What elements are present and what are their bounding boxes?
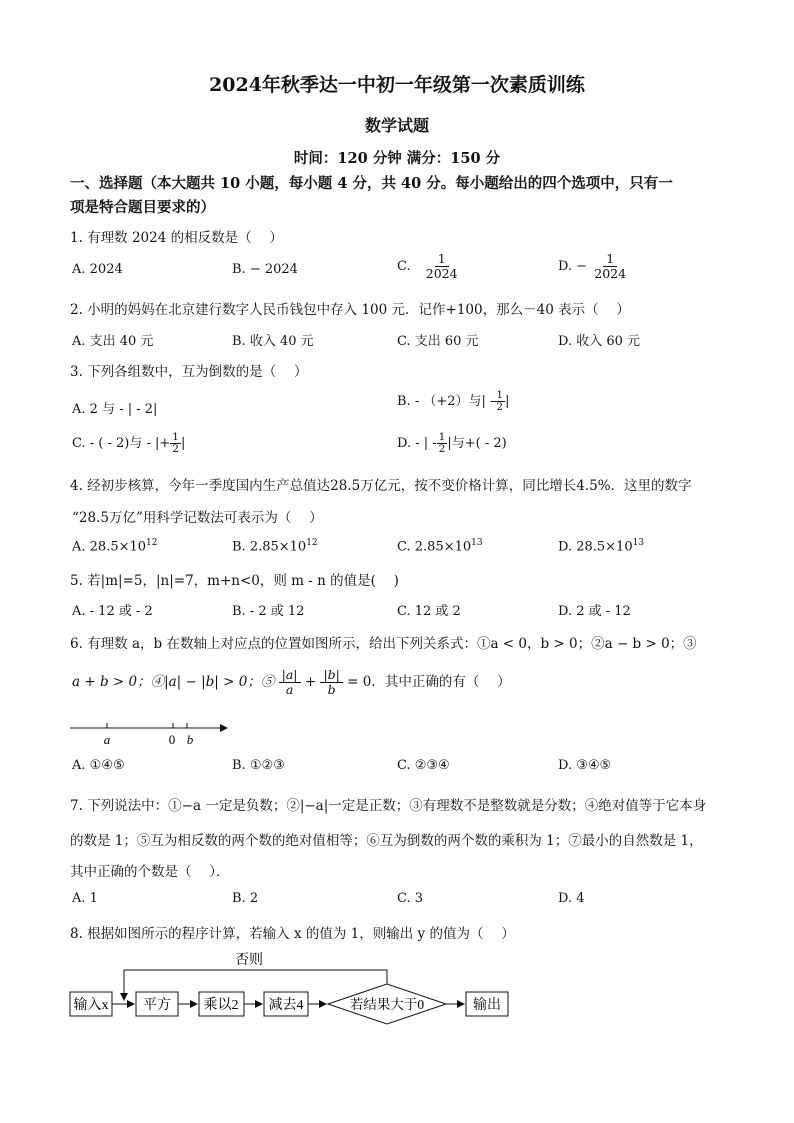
fraction-denominator: 2024 (594, 266, 627, 281)
subject-title: 数学试题 (364, 116, 429, 135)
axis-label-a: a (103, 732, 111, 747)
q4-option-c-base: C. 2.85×10 (397, 539, 472, 555)
q4-stem-line2: “28.5万亿”用科学记数法可表示为（ ） (72, 510, 323, 526)
q6-stem-line2 (72, 668, 511, 697)
q3-option-b-text: B. - （+2）与| - (397, 394, 495, 409)
q3-option-d-text: D. - | - (397, 436, 437, 451)
fraction-numerator: 1 (496, 389, 504, 401)
q5-stem: 5. 若|m|=5，|n|=7，m+n<0，则 m - n 的值是( ) (70, 573, 399, 589)
q3-option-b-fraction (494, 390, 505, 413)
q6-option-c: C. ②③④ (397, 758, 450, 773)
q5-option-d: D. 2 或 - 12 (558, 604, 631, 619)
flow-times2-label: 乘以2 (203, 998, 239, 1013)
q4-option-d-base: D. 28.5×10 (558, 539, 633, 555)
q5-option-b: B. - 2 或 12 (232, 604, 305, 619)
q4-option-b (232, 538, 318, 554)
q6-option-a: A. ①④⑤ (72, 758, 125, 773)
q4-option-d (558, 538, 644, 554)
q3-option-d-text-end: |与+( - 2) (447, 436, 507, 451)
q1-stem: 1. 有理数 2024 的相反数是（ ） (70, 230, 283, 246)
q6-option-d: D. ③④⑤ (558, 758, 612, 773)
fraction-denominator: a (285, 682, 294, 697)
q6-line2-text: a + b > 0；④|a| − |b| > 0；⑤ (72, 674, 275, 690)
q2-option-c: C. 支出 60 元 (397, 334, 479, 349)
q1-option-a: A. 2024 (72, 262, 123, 277)
time-info: 时间：120 分钟 满分：150 分 (293, 150, 501, 167)
q7-option-a: A. 1 (72, 891, 98, 906)
q3-option-d (397, 432, 507, 455)
exam-title: 2024年秋季达一中初一年级第一次素质训练 (209, 74, 585, 96)
q3-option-d-fraction (437, 432, 448, 455)
q4-stem-line1: 4. 经初步核算，今年一季度国内生产总值达28.5万亿元，按不变价格计算，同比增长4.5%．这里的数字 (70, 478, 692, 494)
q1-option-d-label: D. − (558, 259, 588, 274)
flow-else-label: 否则 (235, 953, 263, 968)
q8-stem: 8. 根据如图所示的程序计算，若输入 x 的值为 1，则输出 y 的值为（ ） (70, 926, 515, 942)
q3-option-c (72, 432, 185, 455)
q4-option-b-exponent: 12 (306, 538, 318, 548)
fraction-numerator: |b| (320, 668, 342, 683)
q1-option-d (558, 252, 629, 281)
q6-line2-end: = 0．其中正确的有（ ） (347, 674, 511, 690)
axis-label-b: b (186, 732, 194, 747)
fraction-numerator: 1 (603, 252, 617, 267)
flow-input-label: 输入x (73, 998, 109, 1013)
q3-option-b-text-end: | (505, 394, 510, 409)
axis-label-zero: 0 (168, 732, 176, 747)
q2-option-b: B. 收入 40 元 (232, 334, 314, 349)
q2-option-a: A. 支出 40 元 (72, 334, 154, 349)
q4-option-a-base: A. 28.5×10 (72, 539, 147, 555)
flowchart-figure (68, 948, 518, 1028)
q5-option-c: C. 12 或 2 (397, 604, 461, 619)
q3-option-c-text: C. - ( - 2)与 - |+ (72, 436, 171, 451)
q1-option-c-fraction (423, 252, 461, 281)
section-heading-line1: 一、选择题（本大题共 10 小题，每小题 4 分，共 40 分。每小题给出的四个选项中，只有一 (70, 175, 673, 192)
fraction-numerator: 1 (438, 431, 446, 443)
q1-option-d-fraction (591, 252, 629, 281)
q1-option-c (397, 252, 461, 281)
q3-option-b (397, 390, 510, 413)
q7-option-c: C. 3 (397, 891, 424, 906)
q7-option-b: B. 2 (232, 891, 259, 906)
fraction-denominator: 2 (438, 443, 446, 455)
q3-stem: 3. 下列各组数中，互为倒数的是（ ） (70, 364, 308, 380)
q5-option-a: A. - 12 或 - 2 (72, 604, 153, 619)
q6-fraction-b (320, 668, 342, 697)
q4-option-a-exponent: 12 (146, 538, 158, 548)
number-line-figure (66, 718, 236, 750)
q3-option-c-fraction (170, 432, 181, 455)
q4-option-a (72, 538, 158, 554)
q6-fraction-a (279, 668, 301, 697)
flow-condition-label: 若结果大于0 (349, 997, 425, 1012)
plus-sign: + (304, 674, 317, 690)
q3-option-c-text-end: | (180, 436, 186, 451)
fraction-numerator: |a| (279, 668, 301, 683)
fraction-numerator: 1 (172, 431, 179, 443)
q1-option-b: B. − 2024 (232, 262, 298, 277)
fraction-denominator: 2024 (425, 266, 458, 281)
number-line-arrow (220, 724, 228, 732)
q2-stem: 2. 小明的妈妈在北京建行数字人民币钱包中存入 100 元．记作+100，那么－40 表示（ ） (70, 302, 630, 318)
q4-option-d-exponent: 13 (632, 538, 645, 548)
q4-option-c (397, 538, 483, 554)
q6-stem-line1: 6. 有理数 a，b 在数轴上对应点的位置如图所示，给出下列关系式：①a < 0，b > 0；②a − b > 0；③ (70, 636, 697, 652)
q7-line1: 7. 下列说法中：①−a 一定是负数；②|−a|一定是正数；③有理数不是整数就是分数；④绝对值等于它本身 (70, 798, 707, 814)
q1-option-c-label: C. (397, 259, 411, 274)
fraction-denominator: 2 (496, 401, 504, 413)
flow-minus4-label: 减去4 (268, 998, 304, 1013)
q2-option-d: D. 收入 60 元 (558, 334, 641, 349)
flow-square-label: 平方 (143, 998, 171, 1013)
q3-option-a: A. 2 与 - | - 2| (72, 402, 158, 417)
fraction-denominator: b (327, 682, 336, 697)
q7-line2: 的数是 1；⑤互为相反数的两个数的绝对值相等；⑥互为倒数的两个数的乘积为 1；⑦最小的自然数是 1， (70, 833, 703, 849)
q7-line3: 其中正确的个数是（ ）． (70, 864, 230, 880)
q6-option-b: B. ①②③ (232, 758, 285, 773)
section-heading-line2: 项是特合题目要求的） (70, 199, 215, 216)
q4-option-c-exponent: 13 (471, 538, 483, 548)
fraction-numerator: 1 (435, 252, 449, 267)
fraction-denominator: 2 (172, 443, 179, 455)
flow-output-label: 输出 (473, 998, 501, 1013)
q4-option-b-base: B. 2.85×10 (232, 539, 307, 555)
q7-option-d: D. 4 (558, 891, 585, 906)
